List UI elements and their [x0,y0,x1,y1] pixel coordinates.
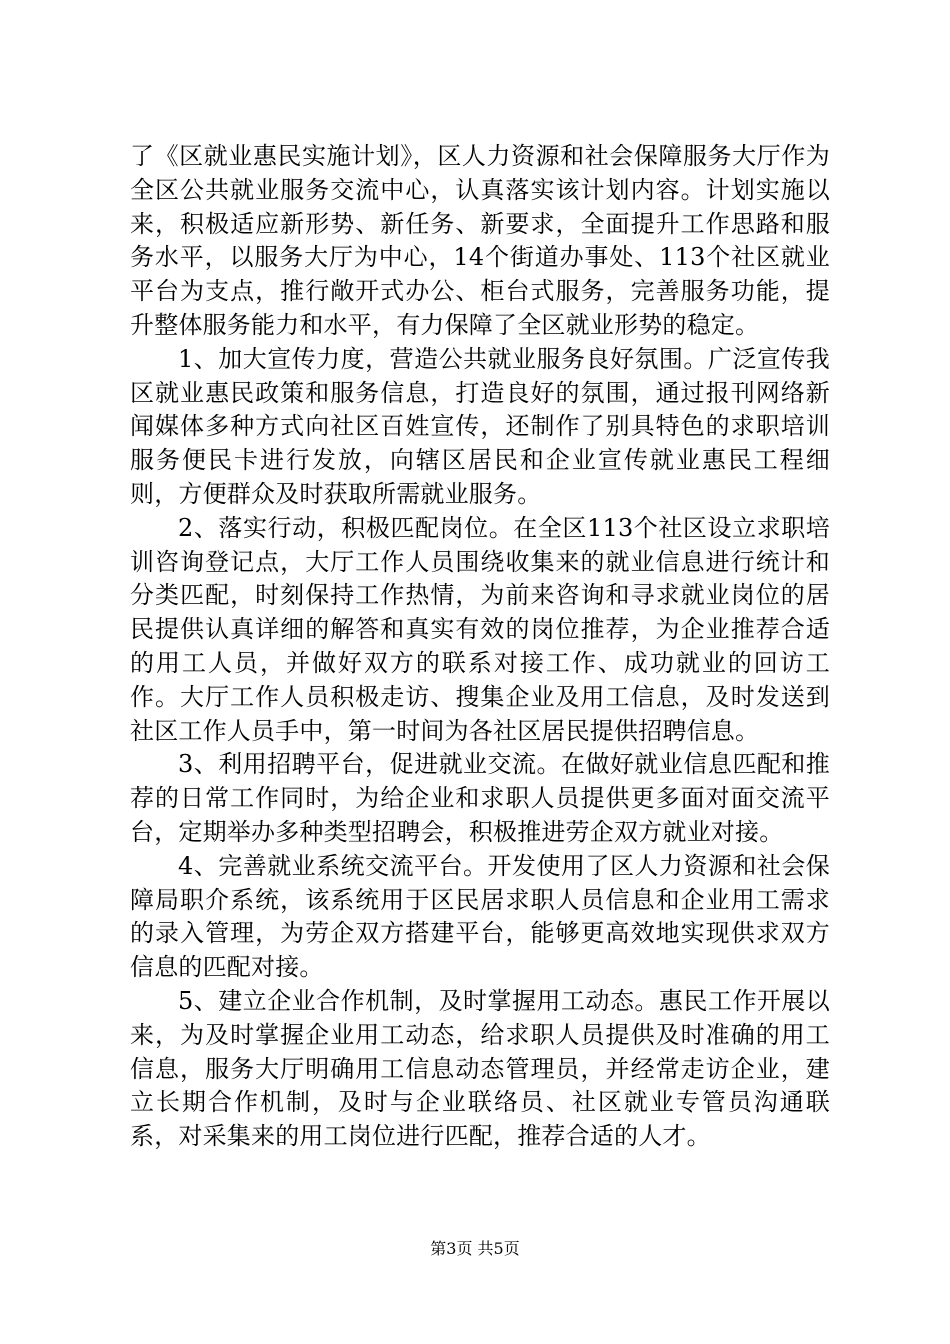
page-footer [0,1238,950,1260]
paragraph-item-5: 5、建立企业合作机制，及时掌握用工动态。惠民工作开展以来，为及时掌握企业用工动态，给求职人员提供及时准确的用工信息，服务大厅明确用工信息动态管理员，并经常走访企业，建立长期合作机制，及时与企业联络员、社区就业专管员沟通联系，对采集来的用工岗位进行匹配，推荐合适的人才。 [130,986,830,1151]
paragraph-item-2: 2、落实行动，积极匹配岗位。在全区113个社区设立求职培训咨询登记点，大厅工作人员围绕收集来的就业信息进行统计和分类匹配，时刻保持工作热情，为前来咨询和寻求就业岗位的居民提供认真详细的解答和真实有效的岗位推荐，为企业推荐合适的用工人员，并做好双方的联系对接工作、成功就业的回访工作。大厅工作人员积极走访、搜集企业及用工信息，及时发送到社区工作人员手中，第一时间为各社区居民提供招聘信息。 [130,513,830,745]
page-number: 第3页 共5页 [430,1239,520,1258]
paragraph-item-1: 1、加大宣传力度，营造公共就业服务良好氛围。广泛宣传我区就业惠民政策和服务信息，打造良好的氛围，通过报刊网络新闻媒体多种方式向社区百姓宣传，还制作了别具特色的求职培训服务便民卡进行发放，向辖区居民和企业宣传就业惠民工程细则，方便群众及时获取所需就业服务。 [130,344,830,508]
paragraph-item-3: 3、利用招聘平台，促进就业交流。在做好就业信息匹配和推荐的日常工作同时，为给企业和求职人员提供更多面对面交流平台，定期举办多种类型招聘会，积极推进劳企双方就业对接。 [130,750,830,846]
paragraph-item-4: 4、完善就业系统交流平台。开发使用了区人力资源和社会保障局职介系统，该系统用于区民居求职人员信息和企业用工需求的录入管理，为劳企双方搭建平台，能够更高效地实现供求双方信息的匹配对接。 [130,851,830,982]
paragraph-intro: 了《区就业惠民实施计划》，区人力资源和社会保障服务大厅作为全区公共就业服务交流中心，认真落实该计划内容。计划实施以来，积极适应新形势、新任务、新要求，全面提升工作思路和服务水平，以服务大厅为中心，14个街道办事处、113个社区就业平台为支点，推行敞开式办公、柜台式服务，完善服务功能，提升整体服务能力和水平，有力保障了全区就业形势的稳定。 [130,142,830,339]
document-body [130,140,830,1154]
